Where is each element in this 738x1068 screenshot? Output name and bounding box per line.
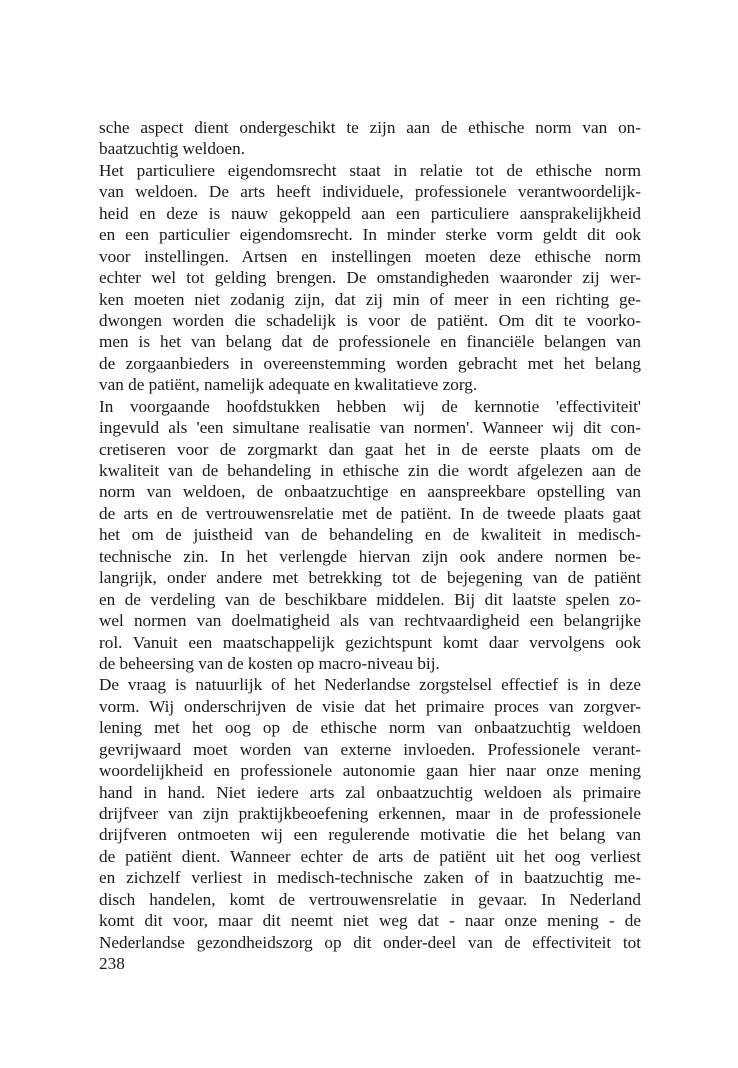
page-number: 238 — [99, 954, 125, 974]
text-line: drijfveren ontmoeten wij een regulerende motivatie die het belang van — [99, 825, 641, 845]
text-line: van de patiënt, namelijk adequate en kwalitatieve zorg. — [99, 375, 478, 395]
paragraph — [99, 160, 641, 396]
text-line: cretiseren voor de zorgmarkt dan gaat het in de eerste plaats om de — [99, 439, 641, 459]
text-line: norm van weldoen, de onbaatzuchtige en aanspreekbare opstelling van — [99, 482, 641, 502]
text-line: en de verdeling van de beschikbare middelen. Bij dit laatste spelen zo- — [99, 589, 641, 609]
text-line: technische zin. In het verlengde hiervan zijn ook andere normen be- — [99, 546, 641, 566]
text-line: Nederlandse gezondheidszorg op dit onder-deel van de effectiviteit tot — [99, 932, 641, 952]
text-line: en zichzelf verliest in medisch-technische zaken of in baatzuchtig me- — [99, 868, 641, 888]
text-line: de beheersing van de kosten op macro-niveau bij. — [99, 653, 440, 673]
text-line: langrijk, onder andere met betrekking tot de bejegening van de patiënt — [99, 568, 641, 588]
text-line: en een particulier eigendomsrecht. In minder sterke vorm geldt dit ook — [99, 225, 641, 245]
text-line: In voorgaande hoofdstukken hebben wij de kernnotie 'effectiviteit' — [99, 396, 641, 416]
page-body — [99, 117, 641, 975]
text-line: kwaliteit van de behandeling in ethische zin die wordt afgelezen aan de — [99, 461, 641, 480]
text-line: gevrijwaard moet worden van externe invloeden. Professionele verant- — [99, 739, 641, 759]
text-line: heid en deze is nauw gekoppeld aan een particuliere aansprakelijkheid — [99, 203, 641, 223]
text-line: echter wel tot gelding brengen. De omstandigheden waaronder zij wer- — [99, 268, 641, 288]
text-line: Het particuliere eigendomsrecht staat in relatie tot de ethische norm — [99, 160, 641, 180]
text-line: baatzuchtig weldoen. — [99, 139, 246, 159]
text-line: het om de juistheid van de behandeling en de kwaliteit in medisch- — [99, 525, 641, 545]
text-line: komt dit voor, maar dit neemt niet weg dat - naar onze mening - de — [99, 911, 641, 931]
text-line: disch handelen, komt de vertrouwensrelatie in gevaar. In Nederland — [99, 889, 641, 909]
text-line: hand in hand. Niet iedere arts zal onbaatzuchtig weldoen als primaire — [99, 782, 641, 802]
text-line: lening met het oog op de ethische norm van onbaatzuchtig weldoen — [99, 718, 641, 738]
text-line: rol. Vanuit een maatschappelijk gezichtspunt komt daar vervolgens ook — [99, 632, 641, 652]
text-line: vorm. Wij onderschrijven de visie dat het primaire proces van zorgver- — [99, 696, 641, 716]
text-line: de zorgaanbieders in overeenstemming worden gebracht met het belang — [99, 353, 641, 373]
text-line: dwongen worden die schadelijk is voor de patiënt. Om dit te voorko- — [99, 310, 641, 330]
paragraph — [99, 674, 641, 953]
text-line: de arts en de vertrouwensrelatie met de patiënt. In de tweede plaats gaat — [99, 503, 641, 523]
text-line: sche aspect dient ondergeschikt te zijn aan de ethische norm van on- — [99, 118, 641, 137]
text-line: van weldoen. De arts heeft individuele, professionele verantwoordelijk- — [99, 182, 641, 202]
text-line: men is het van belang dat de professionele en financiële belangen van — [99, 332, 641, 352]
paragraph — [99, 396, 641, 675]
text-line: de patiënt dient. Wanneer echter de arts de patiënt uit het oog verliest — [99, 846, 641, 866]
text-line: drijfveer van zijn praktijkbeoefening erkennen, maar in de professionele — [99, 804, 641, 823]
paragraph — [99, 117, 641, 160]
text-line: ingevuld als 'een simultane realisatie van normen'. Wanneer wij dit con- — [99, 418, 641, 438]
text-line: woordelijkheid en professionele autonomie gaan hier naar onze mening — [99, 761, 641, 781]
text-line: wel normen van doelmatigheid als van rechtvaardigheid een belangrijke — [99, 611, 641, 631]
text-line: ken moeten niet zodanig zijn, dat zij min of meer in een richting ge- — [99, 289, 641, 309]
text-line: voor instellingen. Artsen en instellingen moeten deze ethische norm — [99, 246, 641, 266]
text-line: De vraag is natuurlijk of het Nederlandse zorgstelsel effectief is in deze — [99, 675, 641, 695]
